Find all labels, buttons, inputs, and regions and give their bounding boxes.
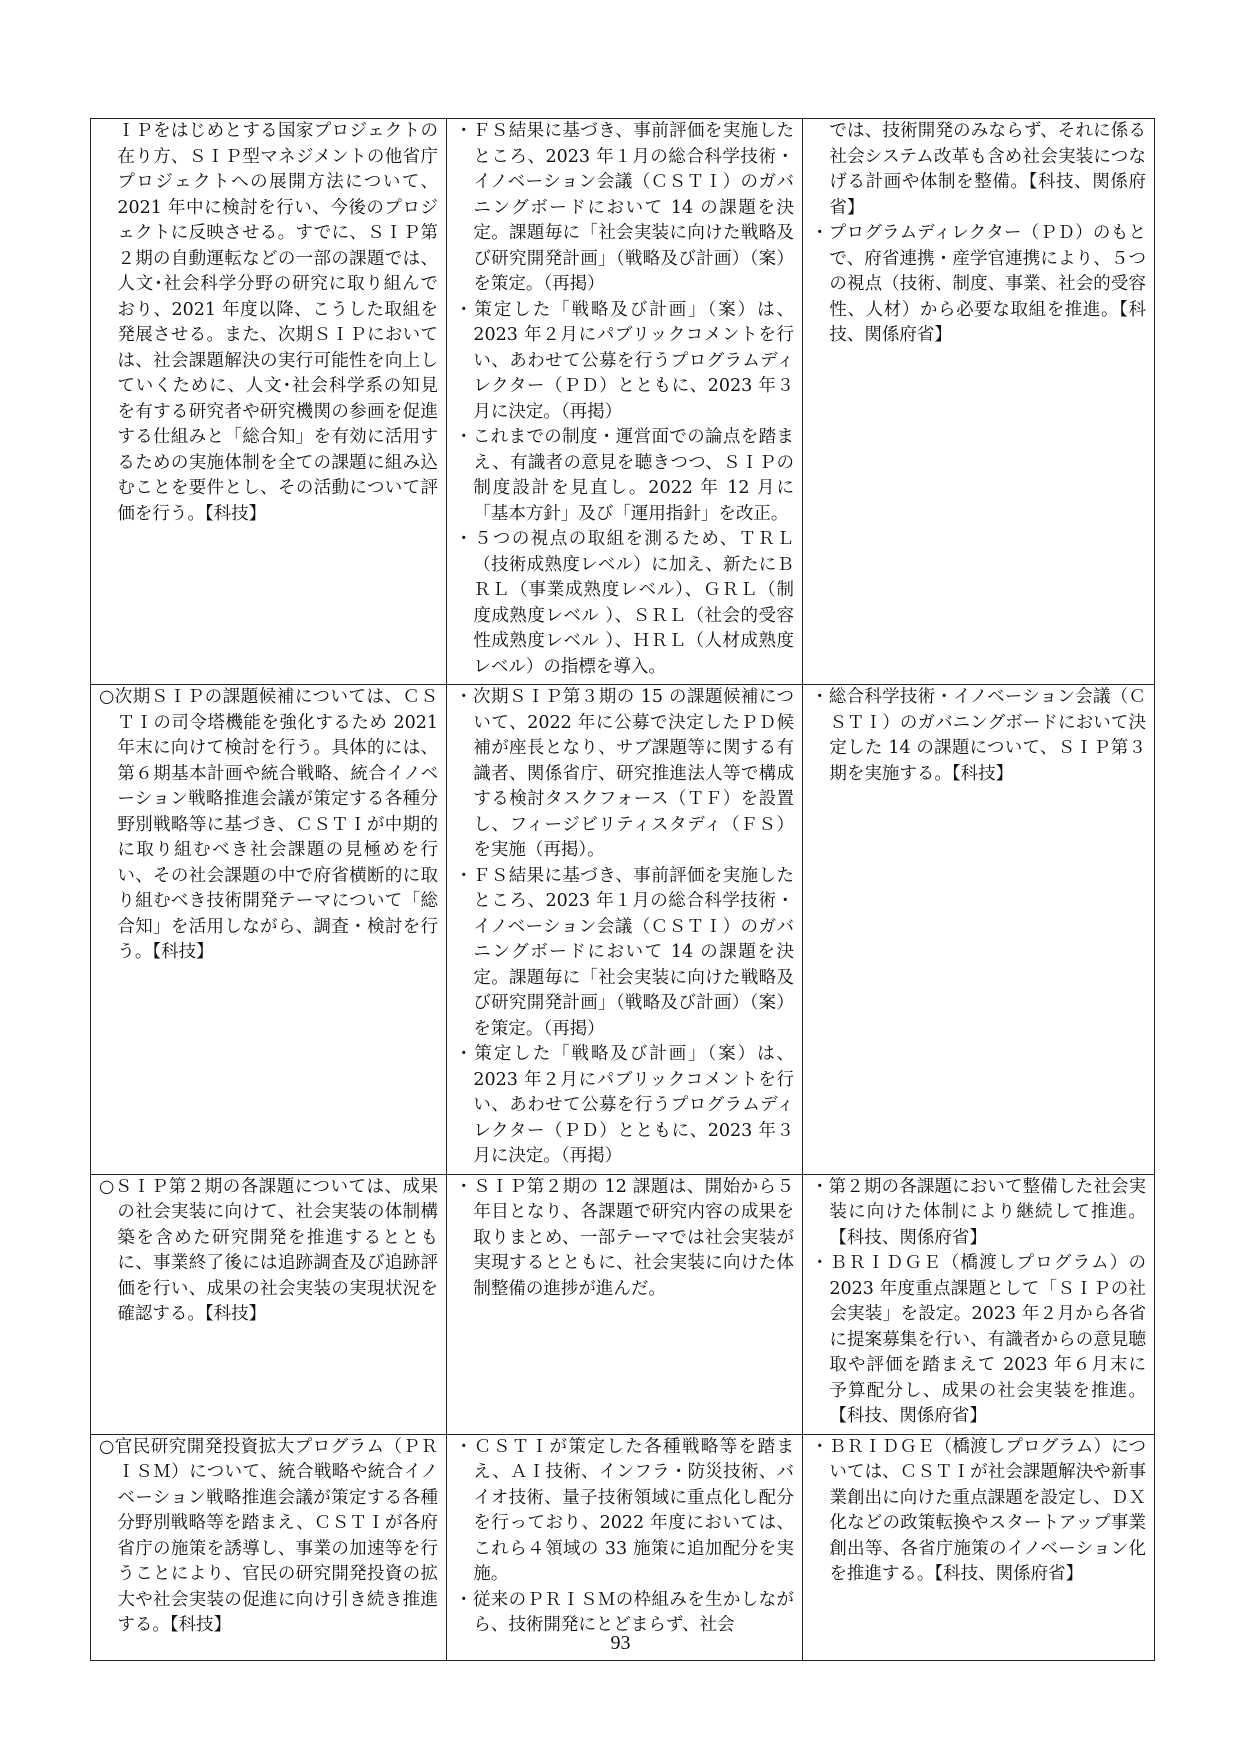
policy-text: ＩＰをはじめとする国家プロジェクトの在り方、ＳＩＰ型マネジメントの他省庁プロジェクトへの展開方法について、2021 年中に検討を行い、今後のプロジェクトに反映させる。すでに、ＳＩＰ第２期の自動運転などの一部の課題では、人文･社会科学分野の研究に取り組んでおり、2021 年度以降、こうした取組を発展させる。また、次期ＳＩＰにおいては、社会課題解決の実行可能性を向上していくために、人文･社会科学系の知見を有する研究者や研究機関の参画を促進する仕組みと「総合知」を有効に活用するための実施体制を全ての課題に組み込むことを要件とし、その活動について評価を行う。【科技】 xyxy=(117,121,438,524)
page-number: 93 xyxy=(610,1632,631,1654)
policy-cell xyxy=(91,685,447,1175)
table-row xyxy=(91,1434,1155,1660)
measures-table xyxy=(90,118,1155,1661)
progress-cell xyxy=(447,1434,803,1660)
progress-item: ・ＳＩＰ第２期の 12 課題は、開始から５年目となり、各課題で研究内容の成果を取りまとめ、一部テーマでは社会実装が実現するとともに、社会実装に向けた体制整備の進捗が進んだ。 xyxy=(455,1176,794,1299)
table-row xyxy=(91,685,1155,1175)
progress-cell xyxy=(447,119,803,685)
plan-item: ・総合科学技術・イノベーション会議（ＣＳＴＩ）のガバニングボードにおいて決定した 14 の課題について、ＳＩＰ第３期を実施する。【科技】 xyxy=(811,687,1146,784)
policy-text: ○次期ＳＩＰの課題候補については、ＣＳＴＩの司令塔機能を強化するため 2021 年末に向けて検討を行う。具体的には、第６期基本計画や統合戦略、統合イノベーション戦略推進会議が策定する各種分野別戦略等に基づき、ＣＳＴＩが中期的に取り組むべき社会課題の見極めを行い、その社会課題の中で府省横断的に取り組むべき技術開発テーマについて「総合知」を活用しながら、調査・検討を行う。【科技】 xyxy=(99,687,438,962)
progress-cell xyxy=(447,685,803,1175)
table-row xyxy=(91,119,1155,685)
policy-cell xyxy=(91,119,447,685)
progress-item: ・従来のＰＲＩＳＭの枠組みを生かしながら、技術開発にとどまらず、社会 xyxy=(455,1589,794,1635)
progress-item: ・次期ＳＩＰ第３期の 15 の課題候補について、2022 年に公募で決定したＰＤ候補が座長となり、サブ課題等に関する有識者、関係省庁、研究推進法人等で構成する検討タスクフォース（ＴＦ）を設置し、フィージビリティスタディ（ＦＳ）を実施（再掲）。 xyxy=(455,687,794,860)
progress-item: ・ＦＳ結果に基づき、事前評価を実施したところ、2023 年１月の総合科学技術・イノベーション会議（ＣＳＴＩ）のガバニングボードにおいて 14 の課題を決定。課題毎に「社会実装に向けた戦略及び研究開発計画」（戦略及び計画）（案）を策定。（再掲） xyxy=(455,865,794,1039)
progress-cell xyxy=(447,1174,803,1434)
progress-item: ・５つの視点の取組を測るため、ＴＲＬ（技術成熟度レベル）に加え、新たにＢＲＬ（事業成熟度レベル）、ＧＲＬ（制度成熟度レベル ）、ＳＲＬ（社会的受容性成熟度レベル ）、ＨＲＬ（人材成熟度レベル）の指標を導入。 xyxy=(455,529,794,677)
plan-cell xyxy=(803,685,1155,1175)
policy-cell xyxy=(91,1434,447,1660)
plan-item: ・第２期の各課題において整備した社会実装に向けた体制により継続して推進。【科技、関係府省】 xyxy=(811,1176,1146,1248)
progress-item: ・これまでの制度・運営面での論点を踏まえ、有識者の意見を聴きつつ、ＳＩＰの制度設計を見直し。2022 年 12 月に「基本方針」及び「運用指針」を改正。 xyxy=(455,427,794,524)
progress-item: ・策定した「戦略及び計画」（案）は、2023 年２月にパブリックコメントを行い、あわせて公募を行うプログラムディレクター（ＰＤ）とともに、2023 年３月に決定。（再掲） xyxy=(455,299,794,422)
plan-cell xyxy=(803,1434,1155,1660)
progress-item: ・策定した「戦略及び計画」（案）は、2023 年２月にパブリックコメントを行い、あわせて公募を行うプログラムディレクター（ＰＤ）とともに、2023 年３月に決定。（再掲） xyxy=(455,1044,794,1166)
progress-item: ・ＦＳ結果に基づき、事前評価を実施したところ、2023 年１月の総合科学技術・イノベーション会議（ＣＳＴＩ）のガバニングボードにおいて 14 の課題を決定。課題毎に「社会実装に向けた戦略及び研究開発計画」（戦略及び計画）（案）を策定。（再掲） xyxy=(455,121,794,294)
table-row xyxy=(91,1174,1155,1434)
plan-item: ・ＢＲＩＤＧＥ（橋渡しプログラム）の 2023 年度重点課題として「ＳＩＰの社会実装」を設定。2023 年２月から各省に提案募集を行い、有識者からの意見聴取や評価を踏まえて 2023 年６月末に予算配分し、成果の社会実装を推進。【科技、関係府省】 xyxy=(811,1253,1146,1426)
plan-item: では、技術開発のみならず、それに係る社会システム改革も含め社会実装につなげる計画や体制を整備。【科技、関係府省】 xyxy=(829,121,1146,218)
plan-cell xyxy=(803,1174,1155,1434)
progress-item: ・ＣＳＴＩが策定した各種戦略等を踏まえ、ＡＩ技術、インフラ・防災技術、バイオ技術、量子技術領域に重点化し配分を行っており、2022 年度においては、これら４領域の 33 施策に追加配分を実施。 xyxy=(455,1436,794,1584)
plan-item: ・プログラムディレクター（ＰＤ）のもとで、府省連携・産学官連携により、５つの視点（技術、制度、事業、社会的受容性、人材）から必要な取組を推進。【科技、関係府省】 xyxy=(811,223,1146,345)
plan-cell xyxy=(803,119,1155,685)
plan-item: ・ＢＲＩＤＧＥ（橋渡しプログラム）については、ＣＳＴＩが社会課題解決や新事業創出に向けた重点課題を設定し、ＤＸ化などの政策転換やスタートアップ事業創出等、各省庁施策のイノベーション化を推進する。【科技、関係府省】 xyxy=(811,1436,1146,1584)
policy-cell xyxy=(91,1174,447,1434)
policy-text: ○ＳＩＰ第２期の各課題については、成果の社会実装に向けて、社会実装の体制構築を含めた研究開発を推進するとともに、事業終了後には追跡調査及び追跡評価を行い、成果の社会実装の実現状況を確認する。【科技】 xyxy=(99,1176,438,1324)
policy-text: ○官民研究開発投資拡大プログラム（ＰＲＩＳＭ）について、統合戦略や統合イノベーション戦略推進会議が策定する各種分野別戦略等を踏まえ、ＣＳＴＩが各府省庁の施策を誘導し、事業の加速等を行うことにより、官民の研究開発投資の拡大や社会実装の促進に向け引き続き推進する。【科技】 xyxy=(99,1436,438,1635)
